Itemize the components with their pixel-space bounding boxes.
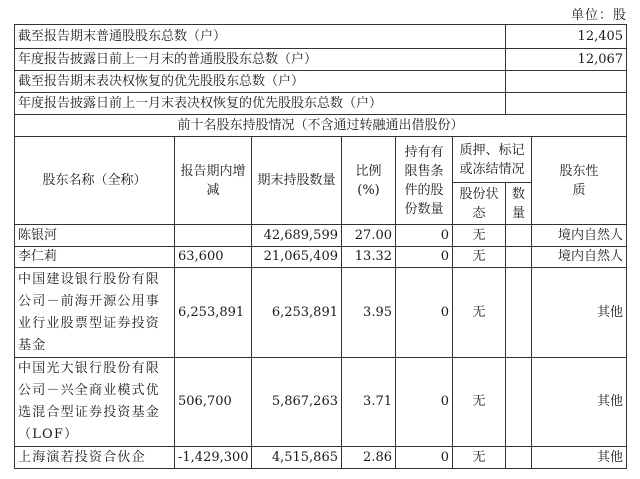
cell-name: 陈银河 xyxy=(15,225,175,247)
cell-holding: 5,867,263 xyxy=(252,358,342,447)
header-pledge-status: 股份状态 xyxy=(453,183,506,225)
cell-ratio: 27.00 xyxy=(342,225,396,247)
cell-nature: 境内自然人 xyxy=(532,225,627,247)
shareholder-table xyxy=(14,24,627,469)
cell-qty xyxy=(506,268,532,358)
summary-row xyxy=(15,49,627,71)
cell-name: 中国建设银行股份有限公司－前海开源公用事业行业股票型证券投资基金 xyxy=(15,268,175,358)
section-title-row xyxy=(15,115,627,137)
cell-restricted: 0 xyxy=(396,247,453,268)
table-row xyxy=(15,247,627,268)
cell-status: 无 xyxy=(453,247,506,268)
header-holding: 期末持股数量 xyxy=(252,137,342,225)
summary-row xyxy=(15,71,627,93)
cell-change: 506,700 xyxy=(175,358,252,447)
cell-status: 无 xyxy=(453,447,506,469)
table-row xyxy=(15,447,627,469)
summary-value xyxy=(506,93,627,115)
cell-holding: 42,689,599 xyxy=(252,225,342,247)
cell-name: 中国光大银行股份有限公司－兴全商业模式优选混合型证券投资基金（LOF） xyxy=(15,358,175,447)
cell-change: -1,429,300 xyxy=(175,447,252,469)
cell-qty xyxy=(506,358,532,447)
summary-value: 12,405 xyxy=(506,25,627,49)
table-row xyxy=(15,225,627,247)
summary-row xyxy=(15,93,627,115)
cell-restricted: 0 xyxy=(396,358,453,447)
cell-status: 无 xyxy=(453,225,506,247)
cell-nature: 其他 xyxy=(532,358,627,447)
cell-status: 无 xyxy=(453,268,506,358)
cell-nature: 其他 xyxy=(532,268,627,358)
cell-nature: 其他 xyxy=(532,447,627,469)
header-row xyxy=(15,137,627,183)
cell-ratio: 13.32 xyxy=(342,247,396,268)
summary-label: 年度报告披露日前上一月末表决权恢复的优先股股东总数（户） xyxy=(15,93,506,115)
cell-ratio: 2.86 xyxy=(342,447,396,469)
table-row xyxy=(15,358,627,447)
summary-label: 年度报告披露日前上一月末的普通股股东总数（户） xyxy=(15,49,506,71)
header-nature: 股东性质 xyxy=(532,137,627,225)
header-restricted: 持有有限售条件的股份数量 xyxy=(396,137,453,225)
cell-holding: 21,065,409 xyxy=(252,247,342,268)
summary-value: 12,067 xyxy=(506,49,627,71)
top10-title: 前十名股东持股情况（不含通过转融通出借股份） xyxy=(15,115,627,137)
cell-holding: 6,253,891 xyxy=(252,268,342,358)
unit-label: 单位：股 xyxy=(570,8,627,23)
cell-restricted: 0 xyxy=(396,447,453,469)
cell-ratio: 3.95 xyxy=(342,268,396,358)
header-pledge-qty: 数量 xyxy=(506,183,532,225)
cell-qty xyxy=(506,225,532,247)
cell-qty xyxy=(506,447,532,469)
cell-status: 无 xyxy=(453,358,506,447)
cell-restricted: 0 xyxy=(396,268,453,358)
cell-restricted: 0 xyxy=(396,225,453,247)
cell-nature: 境内自然人 xyxy=(532,247,627,268)
cell-qty xyxy=(506,247,532,268)
cell-name: 李仁莉 xyxy=(15,247,175,268)
cell-name: 上海演若投资合伙企 xyxy=(15,447,175,469)
cell-change: 63,600 xyxy=(175,247,252,268)
cell-holding: 4,515,865 xyxy=(252,447,342,469)
table-row xyxy=(15,268,627,358)
summary-label: 截至报告期末普通股股东总数（户） xyxy=(15,25,506,49)
header-name: 股东名称（全称） xyxy=(15,137,175,225)
cell-change xyxy=(175,225,252,247)
cell-change: 6,253,891 xyxy=(175,268,252,358)
cell-ratio: 3.71 xyxy=(342,358,396,447)
summary-value xyxy=(506,71,627,93)
summary-row xyxy=(15,25,627,49)
summary-label: 截至报告期末表决权恢复的优先股股东总数（户） xyxy=(15,71,506,93)
header-pledge: 质押、标记或冻结情况 xyxy=(453,137,532,183)
header-ratio: 比例(%) xyxy=(342,137,396,225)
header-change: 报告期内增减 xyxy=(175,137,252,225)
